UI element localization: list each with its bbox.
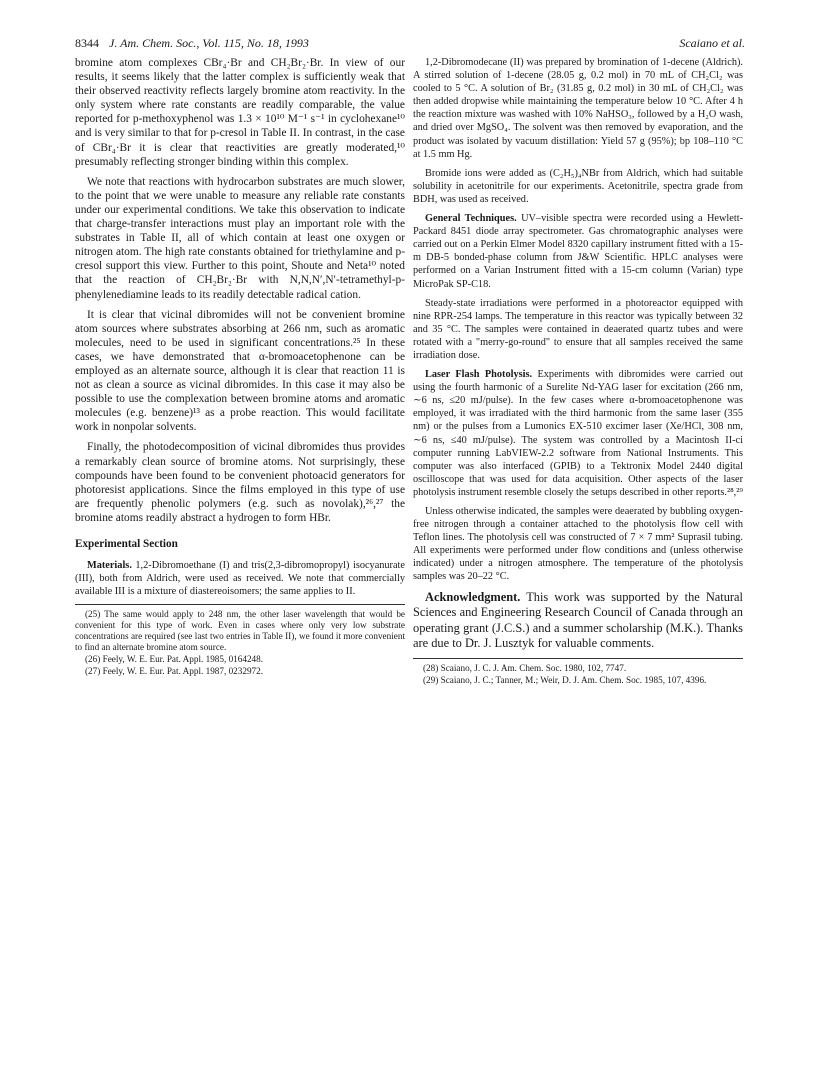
body-paragraph: Finally, the photodecomposition of vicinal dibromides thus provides a remarkably clean source of bromine atoms. Not surprisingly, these compounds have been found to be convenient photoacid generators for photoresist applications. Since the films employed in this type of use are frequently phenolic polymers (e.g. such as novolak),²⁶,²⁷ the bromine atoms readily abstract a hydrogen to form HBr. [75,441,405,524]
footnote-rule [75,604,405,605]
laser-photolysis-paragraph [413,368,743,499]
materials-paragraph [75,559,405,598]
section-heading: Experimental Section [75,538,178,550]
general-techniques-label: General Techniques. [425,213,517,225]
body-paragraph: Steady-state irradiations were performed in a photoreactor equipped with nine RPR-254 lamps. The temperature in this reactor was typically between 32 and 35 °C. The samples were contained in deaerated quartz tubes and were rotated with a "merry-go-round" to ensure that all samples received the same irradiation dose. [413,297,743,361]
body-paragraph: We note that reactions with hydrocarbon substrates are much slower, to the point that we were unable to measure any reliable rate constants under our experimental conditions. We take this observation to indicate that charge-transfer interactions must play an important role with the substrates in Table II, all of which contain at least one oxygen or nitrogen atom. The high rate constants obtained for triethylamine and p-cresol support this view. Further to this point, Shoute and Neta¹⁰ noted that the reaction of CH₂Br₂·Br with N,N,N′,N′-tetramethyl-p-phenylenediamine leads to its readily detectable radical cation. [75,175,405,301]
body-paragraph: bromine atom complexes CBr₄·Br and CH₂Br₂·Br. In view of our results, it seems likely that the latter complex is sufficiently weak that their observed reactivity reflects largely bromine atom reactivity. In the only system where rate constants are readily comparable, the value reported for p-methoxyphenol was 1.3 × 10¹⁰ M⁻¹ s⁻¹ in cyclohexane¹⁰ and is very similar to that for p-cresol in Table II. In contrast, in the case of CBr₄·Br it is clear that reactivities are greatly moderated,¹⁰ presumably reflecting stronger binding within this complex. [75,57,405,168]
footnote: (29) Scaiano, J. C.; Tanner, M.; Weir, D. J. Am. Chem. Soc. 1985, 107, 4396. [423,674,707,685]
page-number: 8344 [75,36,99,50]
general-techniques-paragraph [413,212,743,291]
right-column [413,56,743,687]
body-paragraph: It is clear that vicinal dibromides will not be convenient bromine atom sources where substrates absorbing at 266 nm, such as aromatic molecules, need to be used in significant concentrations.²⁵ In these cases, we have demonstrated that α-bromoacetophenone can be employed as an alternate source, although it is clear that reaction 11 is not as clean a source as vicinal dibromides. In this case it may also be possible to use the complexation between bromine atoms and aromatic molecules (e.g. benzene)¹³ as a probe reaction. This would facilitate work in nonpolar solvents. [75,308,405,434]
materials-text: 1,2-Dibromoethane (I) and tris(2,3-dibromopropyl) isocyanurate (III), both from Aldrich, were used as received. We note that commercially available III is a mixture of diastereoisomers; the same applies to II. [75,560,405,598]
body-paragraph: 1,2-Dibromodecane (II) was prepared by bromination of 1-decene (Aldrich). A stirred solution of 1-decene (28.05 g, 0.2 mol) in 70 mL of CH₂Cl₂ was cooled to 5 °C. A solution of Br₂ (31.85 g, 0.2 mol) in 30 mL of CH₂Cl₂ was then added dropwise while maintaining the temperature below 10 °C. After 4 h the reaction mixture was washed with 10% NaHSO₃, followed by a H₂O wash, and dried over MgSO₄. The solvent was then removed by evaporation, and the product was isolated by vacuum distillation: Yield 57 g (95%); bp 108–110 °C at 1.5 mm Hg. [413,57,743,160]
acknowledgment-paragraph [413,590,743,652]
body-paragraph: Bromide ions were added as (C₂H₅)₄NBr from Aldrich, which had suitable solubility in acetonitrile for our experiments. Acetonitrile, spectra grade from BDH, was used as received. [413,167,743,205]
footnote-rule [413,658,743,659]
acknowledgment-text: This work was supported by the Natural Sciences and Engineering Research Council of Canada through an operating grant (J.C.S.) and a summer scholarship (M.K.). Thanks are due to Dr. J. Lusztyk for valuable comments. [413,589,743,651]
general-techniques-text: UV–visible spectra were recorded using a Hewlett-Packard 8451 diode array spectrometer. Gas chromatographic analyses were carried out on a Perkin Elmer Model 8320 capillary instrument fitted with a 15-m DB-5 bonded-phase column from J&W Scientific. HPLC analyses were performed on a Varian Instrument fitted with a 15-cm column (Varian) type MicroPak SP-C18. [413,213,744,290]
laser-photolysis-label: Laser Flash Photolysis. [425,369,533,381]
running-authors: Scaiano et al. [679,36,745,50]
laser-photolysis-text: Experiments with dibromides were carried out using the fourth harmonic of a Surelite Nd-YAG laser for excitation (266 nm, ∼6 ns, ≤20 mJ/pulse). In the few cases where α-bromoacetophenone was employed, it was irradiated with the third harmonic from the same laser (355 nm) or the pulses from a Lumonics EX-510 excimer laser (Xe/HCl, 308 nm, ∼6 ns, ≤40 mJ/pulse). The system was controlled by a Macintosh II-ci computer running LabVIEW-2.2 software from National Instruments. This computer was also interfaced (GPIB) to a Tektronix Model 2440 digital oscilloscope that was used for data acquisition. Other aspects of the laser photolysis instrument resemble closely the setups described in other reports.²⁸,²⁹ [413,369,743,498]
left-column [75,56,405,678]
footnote: (25) The same would apply to 248 nm, the other laser wavelength that would be convenient for this type of work. Even in cases where only very low substrate concentrations are required (see last two entries in Table II), we found it more convenient to find an alternate bromine atom source. [75,609,405,653]
acknowledgment-label: Acknowledgment. [425,589,521,604]
footnote: (28) Scaiano, J. C. J. Am. Chem. Soc. 1980, 102, 7747. [423,662,627,673]
body-paragraph: Unless otherwise indicated, the samples were deaerated by bubbling oxygen-free nitrogen through a container attached to the photolysis flow cell with Teflon lines. The photolysis cell was constructed of 7 × 7 mm² Suprasil tubing. All experiments were performed under flow conditions and (unless otherwise indicated) under a nitrogen atmosphere. The temperature of the photolysis samples was 20–22 °C. [413,506,743,583]
journal-citation: J. Am. Chem. Soc., Vol. 115, No. 18, 1993 [109,36,309,50]
materials-label: Materials. [87,560,132,572]
footnote: (27) Feely, W. E. Eur. Pat. Appl. 1987, 0232972. [85,666,264,677]
page-header [75,36,745,52]
footnote: (26) Feely, W. E. Eur. Pat. Appl. 1985, 0164248. [85,654,264,665]
